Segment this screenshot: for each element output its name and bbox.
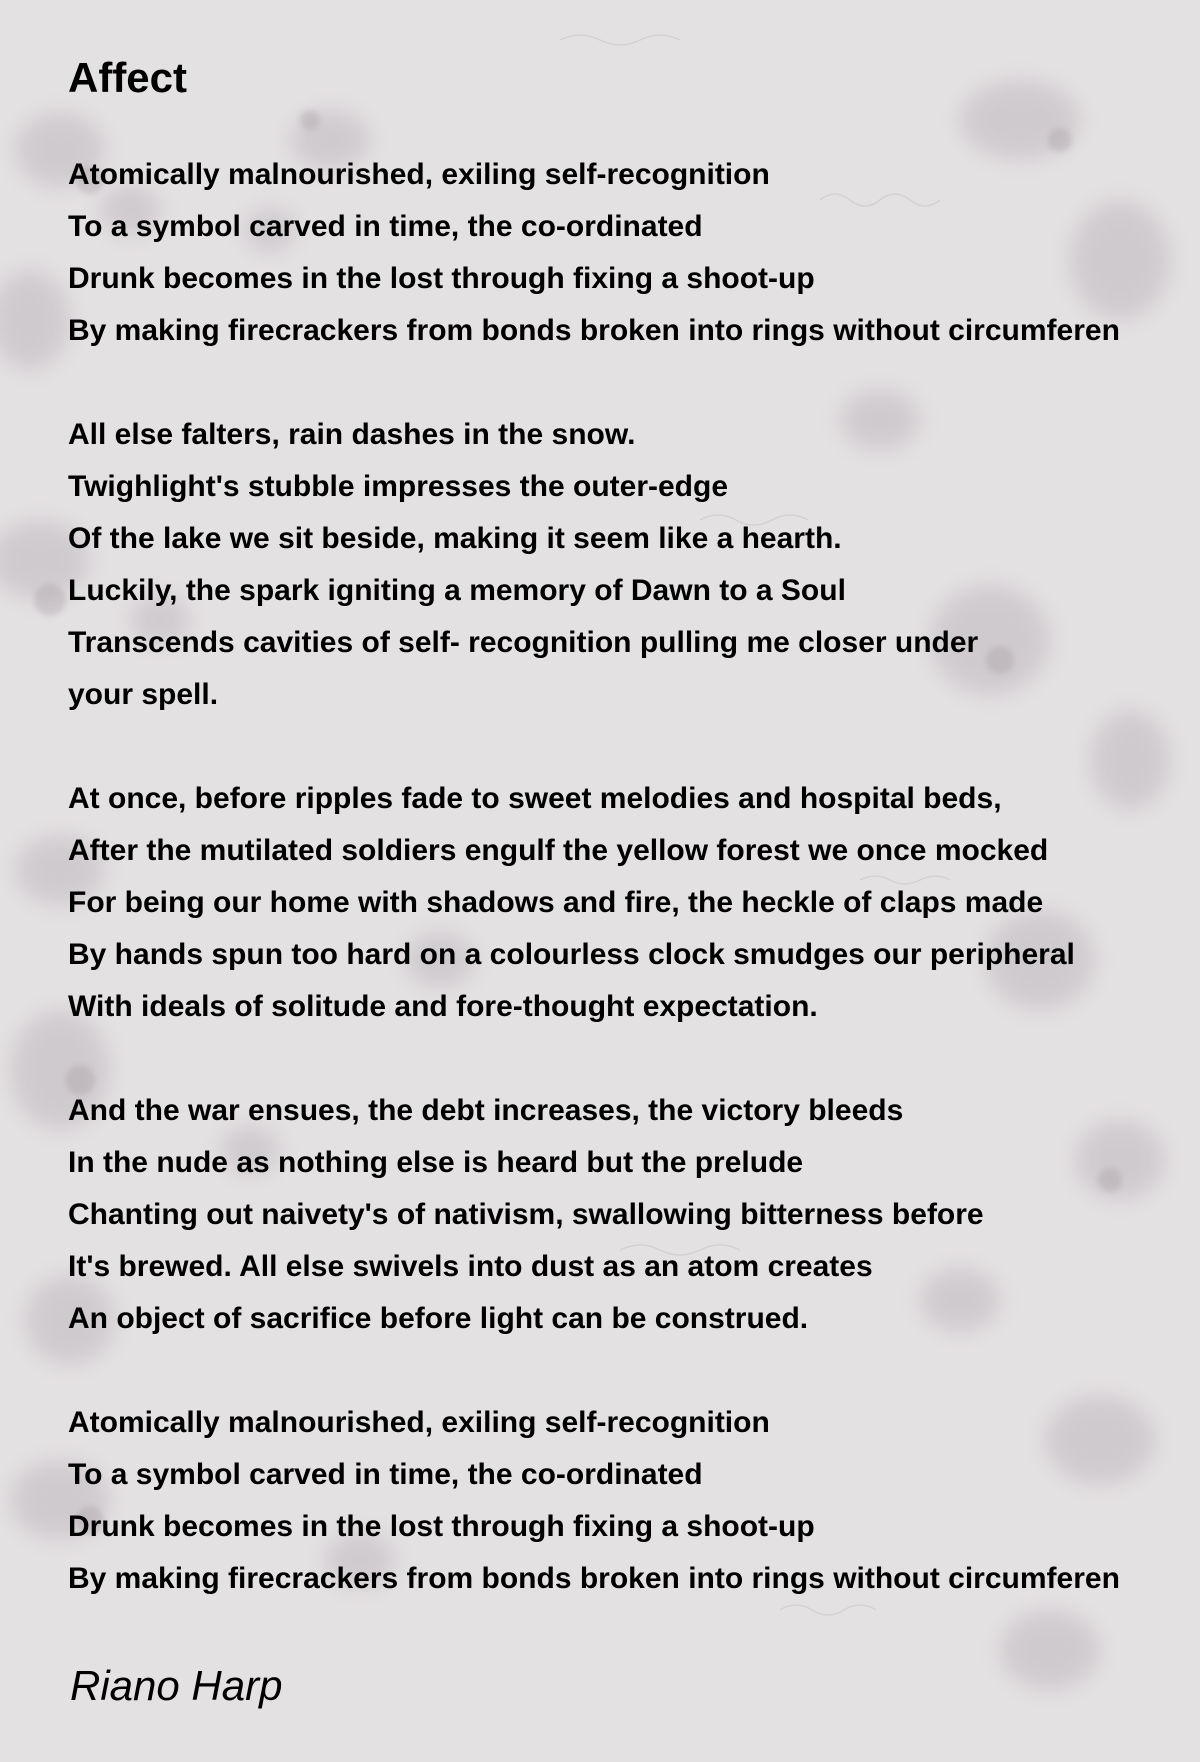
poem-line: To a symbol carved in time, the co-ordinated bbox=[68, 1458, 703, 1491]
poem-line: With ideals of solitude and fore-thought expectation. bbox=[68, 990, 818, 1023]
poem-line: By hands spun too hard on a colourless clock smudges our peripheral bbox=[68, 938, 1075, 971]
poem-line: your spell. bbox=[68, 678, 219, 711]
poem-line: At once, before ripples fade to sweet melodies and hospital beds, bbox=[68, 782, 1002, 815]
poem-line: It's brewed. All else swivels into dust as an atom creates bbox=[68, 1250, 873, 1283]
stanza-4 bbox=[68, 1085, 1200, 1345]
poem-line: Drunk becomes in the lost through fixing a shoot-up bbox=[68, 262, 815, 295]
stanza-2 bbox=[68, 409, 1200, 721]
poem-line: Luckily, the spark igniting a memory of Dawn to a Soul bbox=[68, 574, 846, 607]
poem-line: For being our home with shadows and fire, the heckle of claps made bbox=[68, 886, 1044, 919]
poem-line: After the mutilated soldiers engulf the yellow forest we once mocked bbox=[68, 834, 1049, 867]
poem-author: Riano Harp bbox=[70, 1662, 283, 1709]
poem-line: To a symbol carved in time, the co-ordinated bbox=[68, 210, 703, 243]
poem-line: Atomically malnourished, exiling self-recognition bbox=[68, 158, 770, 191]
poem-line: By making firecrackers from bonds broken into rings without circumferen bbox=[68, 1562, 1120, 1595]
poem-line: An object of sacrifice before light can be construed. bbox=[68, 1302, 809, 1335]
stanza-3 bbox=[68, 773, 1200, 1033]
poem-line: Transcends cavities of self- recognition pulling me closer under bbox=[68, 626, 979, 659]
stanza-1 bbox=[68, 149, 1200, 357]
poem-body bbox=[68, 149, 1200, 1657]
poem-line: In the nude as nothing else is heard but the prelude bbox=[68, 1146, 804, 1179]
poem-line: Atomically malnourished, exiling self-recognition bbox=[68, 1406, 770, 1439]
stanza-5 bbox=[68, 1397, 1200, 1605]
poem-title: Affect bbox=[68, 54, 188, 101]
poem-line: All else falters, rain dashes in the snow. bbox=[68, 418, 636, 451]
poem-line: And the war ensues, the debt increases, the victory bleeds bbox=[68, 1094, 904, 1127]
poem-line: Twighlight's stubble impresses the outer-edge bbox=[68, 470, 728, 503]
poem-line: By making firecrackers from bonds broken into rings without circumferen bbox=[68, 314, 1120, 347]
poem-line: Of the lake we sit beside, making it seem like a hearth. bbox=[68, 522, 842, 555]
poem-line: Chanting out naivety's of nativism, swallowing bitterness before bbox=[68, 1198, 984, 1231]
poem-line: Drunk becomes in the lost through fixing a shoot-up bbox=[68, 1510, 815, 1543]
